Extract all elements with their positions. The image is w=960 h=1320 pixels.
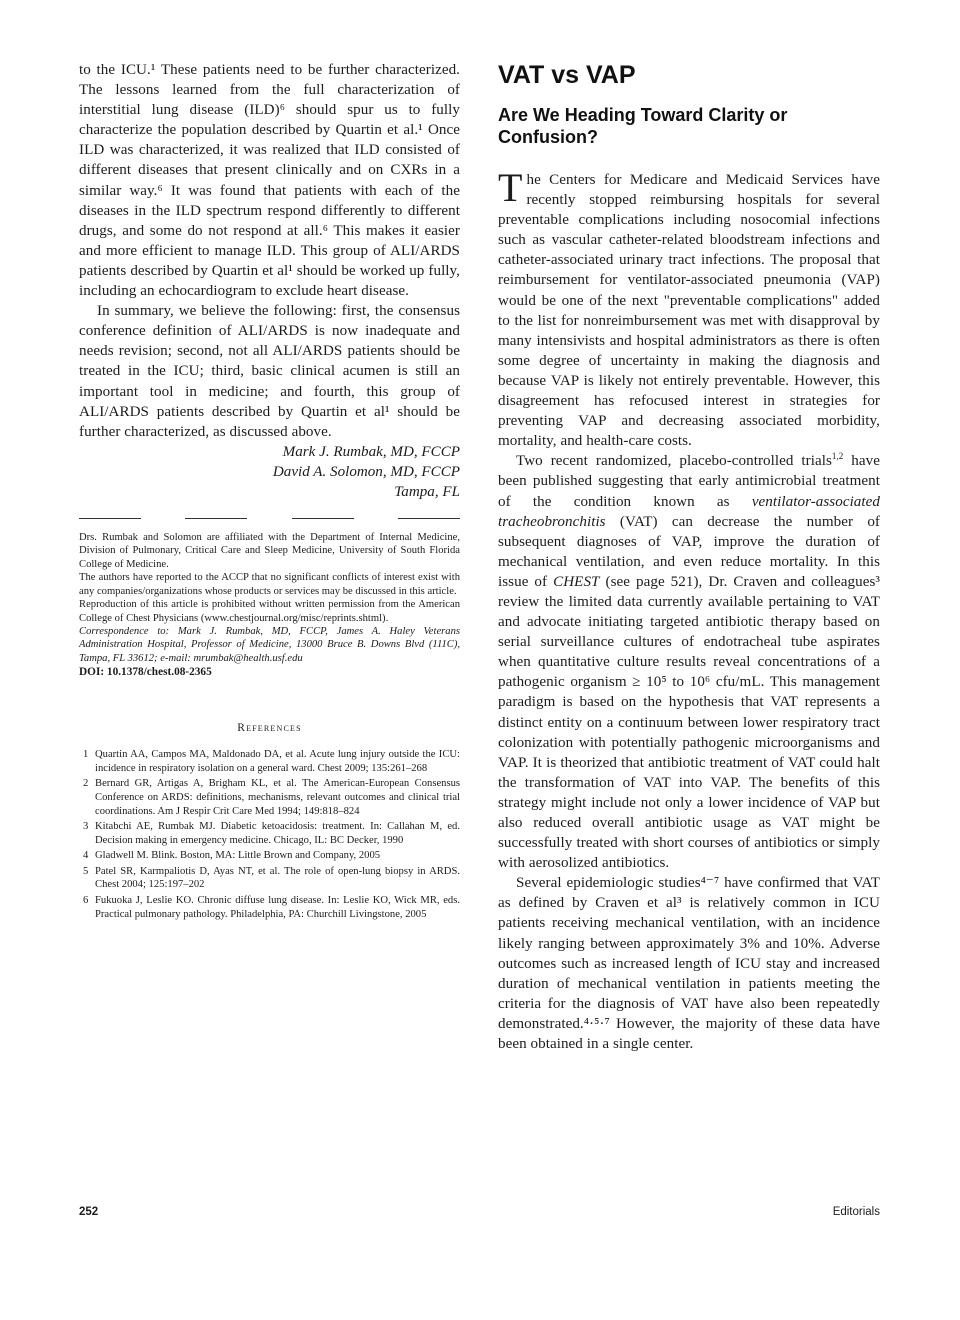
reference-number: 4 xyxy=(83,850,89,862)
editorial-subtitle: Are We Heading Toward Clarity or Confusion? xyxy=(498,105,788,147)
paragraph-text: Two recent randomized, placebo-controlled trials xyxy=(516,453,832,470)
divider-segment xyxy=(292,518,354,519)
journal-name: CHEST xyxy=(553,573,600,590)
correspondence-text: Correspondence to: Mark J. Rumbak, MD, FCCP, James A. Haley Veterans Administration Hospital, Professor of Medicine, 13000 Bruce B. Downs Blvd (111C), Tampa, FL 33612; e-mail: mrumbak@health.usf.edu xyxy=(79,625,460,664)
reference-item xyxy=(79,748,460,775)
citation-superscript: 1,2 xyxy=(831,451,844,462)
reference-text: Bernard GR, Artigas A, Brigham KL, et al. The American-European Consensus Conference on ARDS: definitions, mechanisms, relevant outcomes and clinical trial coordinations. Am J Respir Crit Care Med 1994; 149:818–824 xyxy=(95,778,460,817)
drop-cap: T xyxy=(498,165,523,210)
left-paragraph-summary: In summary, we believe the following: first, the consensus conference definition of ALI/ARDS is now inadequate and needs revision; second, not all ALI/ARDS patients should be treated in the ICU; third, basic clinical acumen is still an important tool in medicine; and fourth, this group of ALI/ARDS patients described by Quartin et al¹ should be further characterized, as discussed above. xyxy=(79,303,460,440)
reference-text: Kitabchi AE, Rumbak MJ. Diabetic ketoacidosis: treatment. In: Callahan M, ed. Decision making in emergency medicine. Chicago, IL: BC Decker, 1990 xyxy=(95,821,460,846)
doi: DOI: 10.1378/chest.08-2365 xyxy=(79,666,212,679)
reference-item xyxy=(79,894,460,921)
reference-item xyxy=(79,777,460,818)
left-paragraph-1: to the ICU.¹ These patients need to be further characterized. The lessons learned from the full characterization of interstitial lung disease (ILD)⁶ should spur us to fully characterize the population described by Quartin et al.¹ Once ILD was characterized, it was realized that ILD consisted of different diseases that present clinically and on CXRs in a similar way.⁶ It was found that patients with each of the diseases in the ILD spectrum respond differently to different drugs, and some do not respond at all.⁶ This makes it easier and more efficient to manage ILD. This group of ALI/ARDS patients described by Quartin et al¹ should be worked up fully, including an echocardiogram to exclude heart disease. xyxy=(79,62,460,300)
footnote-conflict: The authors have reported to the ACCP that no significant conflicts of interest exist with any companies/organizations whose products or services may be discussed in this article. xyxy=(79,572,460,597)
reference-item xyxy=(79,865,460,892)
paragraph-text: (see page 521), Dr. Craven and colleagues³ review the limited data currently available pertaining to VAT and advocate initiating targeted antibiotic therapy based on serial surveillance cultures of endotracheal tube aspirates when quantitative culture results reveal concentrations of a pathogenic organism ≥ 10⁵ to 10⁶ cfu/mL. This management paradigm is based on the hypothesis that VAT represents a distinct entity on a continuum between lower respiratory tract colonization with potentially pathogenic microorganisms and VAP. It is theorized that antibiotic treatment of VAT could halt the transformation of VAT into VAP. The benefits of this strategy might include not only a lower incidence of VAP but also reduced overall antibiotic usage as VAT might be successfully treated with short courses of antibiotics or simply with aerosolized antibiotics. xyxy=(498,573,880,872)
editorial-title: VAT vs VAP xyxy=(498,61,636,89)
footnote-correspondence xyxy=(79,625,460,665)
reference-number: 2 xyxy=(83,778,89,790)
page-number: 252 xyxy=(79,1206,99,1218)
author-signature-1: Mark J. Rumbak, MD, FCCP xyxy=(282,443,460,460)
author-location: Tampa, FL xyxy=(394,483,460,500)
reference-item xyxy=(79,849,460,863)
reference-number: 5 xyxy=(83,865,89,877)
divider-segment xyxy=(79,518,141,519)
right-paragraph-2 xyxy=(498,451,880,873)
divider-segment xyxy=(398,518,460,519)
reference-text: Fukuoka J, Leslie KO. Chronic diffuse lung disease. In: Leslie KO, Wick MR, eds. Practical pulmonary pathology. Philadelphia, PA: Churchill Livingstone, 2005 xyxy=(95,895,460,920)
reference-number: 1 xyxy=(83,749,89,761)
paragraph-text: (VAT) can decrease the number of subsequent diagnoses of VAP, improve the duration of mechanical ventilation, and even reduce mortality. In this issue of xyxy=(498,513,880,590)
reference-number: 6 xyxy=(83,895,89,907)
reference-number: 3 xyxy=(83,821,89,833)
footnote-divider xyxy=(79,518,460,519)
right-paragraph-3: Several epidemiologic studies⁴⁻⁷ have confirmed that VAT as defined by Craven et al³ is relatively common in ICU patients receiving mechanical ventilation, with an incidence likely ranging between approximately 3% and 10%. Adverse outcomes such as increased length of ICU stay and increased duration of mechanical ventilation in patients meeting the criteria for the diagnosis of VAT have also been repeatedly demonstrated.⁴·⁵·⁷ However, the majority of these data have been obtained in a single center. xyxy=(498,875,880,1053)
right-column xyxy=(498,60,880,1054)
paragraph-text: have been published suggesting that early antimicrobial treatment of the condition known as xyxy=(498,453,880,510)
reference-text: Quartin AA, Campos MA, Maldonado DA, et al. Acute lung injury outside the ICU: incidence in respiratory isolation on a general ward. Chest 2009; 135:261–268 xyxy=(95,749,460,774)
left-column xyxy=(79,60,460,923)
footnote-reproduction: Reproduction of this article is prohibited without written permission from the American College of Chest Physicians (www.chestjournal.org/misc/reprints.shtml). xyxy=(79,599,460,624)
reference-text: Patel SR, Karmpaliotis D, Ayas NT, et al. The role of open-lung biopsy in ARDS. Chest 2004; 125:197–202 xyxy=(95,865,460,891)
reference-item xyxy=(79,820,460,847)
italic-term: ventilator-associated tracheobronchitis xyxy=(498,493,880,530)
divider-segment xyxy=(185,518,247,519)
paragraph-text: he Centers for Medicare and Medicaid Services have recently stopped reimbursing hospitals for several preventable complications including nosocomial infections such as vascular catheter-related bloodstream infections and catheter-associated urinary tract infections. The proposal that reimbursement for ventilator-associated pneumonia (VAP) would be one of the next "preventable complications" added to the list for nonreimbursement was met with disapproval by many intensivists and hospital administrators as there is often some degree of uncertainty in making the diagnosis and because VAP is likely not entirely preventable. However, this disagreement has refocused interest in strategies for preventing VAP and decreasing associated morbidity, mortality, and health-care costs. xyxy=(498,172,880,450)
footnote-affiliation: Drs. Rumbak and Solomon are affiliated with the Department of Internal Medicine, Division of Pulmonary, Critical Care and Sleep Medicine, University of South Florida College of Medicine. xyxy=(79,532,460,570)
author-signature-2: David A. Solomon, MD, FCCP xyxy=(272,463,460,480)
reference-text: Gladwell M. Blink. Boston, MA: Little Brown and Company, 2005 xyxy=(95,850,381,862)
section-label: Editorials xyxy=(832,1206,880,1218)
right-paragraph-1 xyxy=(498,165,880,451)
references-heading: References xyxy=(237,722,302,735)
references-list xyxy=(79,748,460,921)
